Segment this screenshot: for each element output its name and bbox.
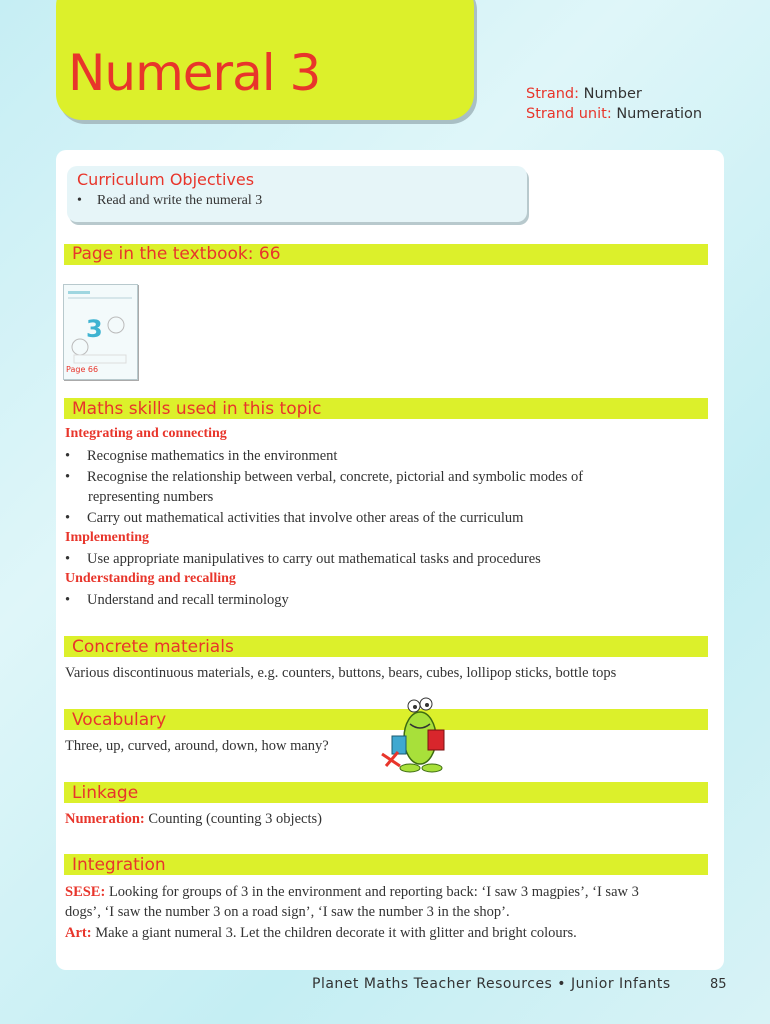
- integration-sese-line2: dogs’, ‘I saw the number 3 on a road sign’, ‘I saw the number 3 in the shop’.: [65, 904, 510, 920]
- thumbnail-caption: Page 66: [66, 365, 99, 374]
- integration-sese-line1: SESE: Looking for groups of 3 in the environment and reporting back: ‘I saw 3 magpies’, ‘I saw 3: [65, 884, 639, 900]
- art-label: Art:: [65, 925, 92, 941]
- objectives-item: • Read and write the numeral 3: [77, 193, 263, 208]
- linkage-label: Numeration:: [65, 811, 145, 827]
- skills-group-heading: Integrating and connecting: [65, 426, 227, 441]
- skills-group-heading: Understanding and recalling: [65, 571, 236, 586]
- list-item: • Recognise the relationship between verbal, concrete, pictorial and symbolic modes of: [65, 469, 584, 485]
- strand-unit-label: Strand unit:: [526, 106, 612, 122]
- section-bar-linkage: [64, 782, 708, 803]
- list-item-continuation: representing numbers: [88, 489, 214, 505]
- list-item: • Understand and recall terminology: [65, 592, 289, 608]
- footer-title: Planet Maths Teacher Resources • Junior Infants: [312, 976, 671, 992]
- page-number: 85: [710, 977, 727, 992]
- integration-art: Art: Make a giant numeral 3. Let the children decorate it with glitter and bright colours.: [65, 925, 577, 941]
- page-title: Numeral 3: [68, 44, 321, 102]
- linkage-text: Numeration: Counting (counting 3 objects): [65, 811, 322, 827]
- strand-label: Strand:: [526, 86, 580, 102]
- strand-value: Number: [583, 86, 642, 102]
- list-item: • Carry out mathematical activities that involve other areas of the curriculum: [65, 510, 524, 526]
- section-title-integration: Integration: [72, 855, 166, 875]
- list-item: • Use appropriate manipulatives to carry out mathematical tasks and procedures: [65, 551, 541, 567]
- concrete-text: Various discontinuous materials, e.g. counters, buttons, bears, cubes, lollipop sticks, bottle tops: [65, 665, 617, 681]
- strand-info: [526, 84, 702, 124]
- section-title-linkage: Linkage: [72, 783, 139, 803]
- section-title-textbook: Page in the textbook: 66: [72, 244, 281, 264]
- list-item: • Recognise mathematics in the environment: [65, 448, 338, 464]
- skills-group-heading: Implementing: [65, 530, 149, 545]
- sese-label: SESE:: [65, 884, 106, 900]
- section-title-concrete: Concrete materials: [72, 637, 234, 657]
- vocabulary-text: Three, up, curved, around, down, how many?: [65, 738, 329, 754]
- thumbnail-numeral: 3: [86, 315, 103, 343]
- bullet: •: [77, 193, 82, 208]
- section-title-vocabulary: Vocabulary: [72, 710, 167, 730]
- strand-unit-value: Numeration: [616, 106, 703, 122]
- alien-mascot-illustration: [370, 696, 460, 776]
- objectives-title: Curriculum Objectives: [77, 170, 255, 189]
- section-title-skills: Maths skills used in this topic: [72, 399, 322, 419]
